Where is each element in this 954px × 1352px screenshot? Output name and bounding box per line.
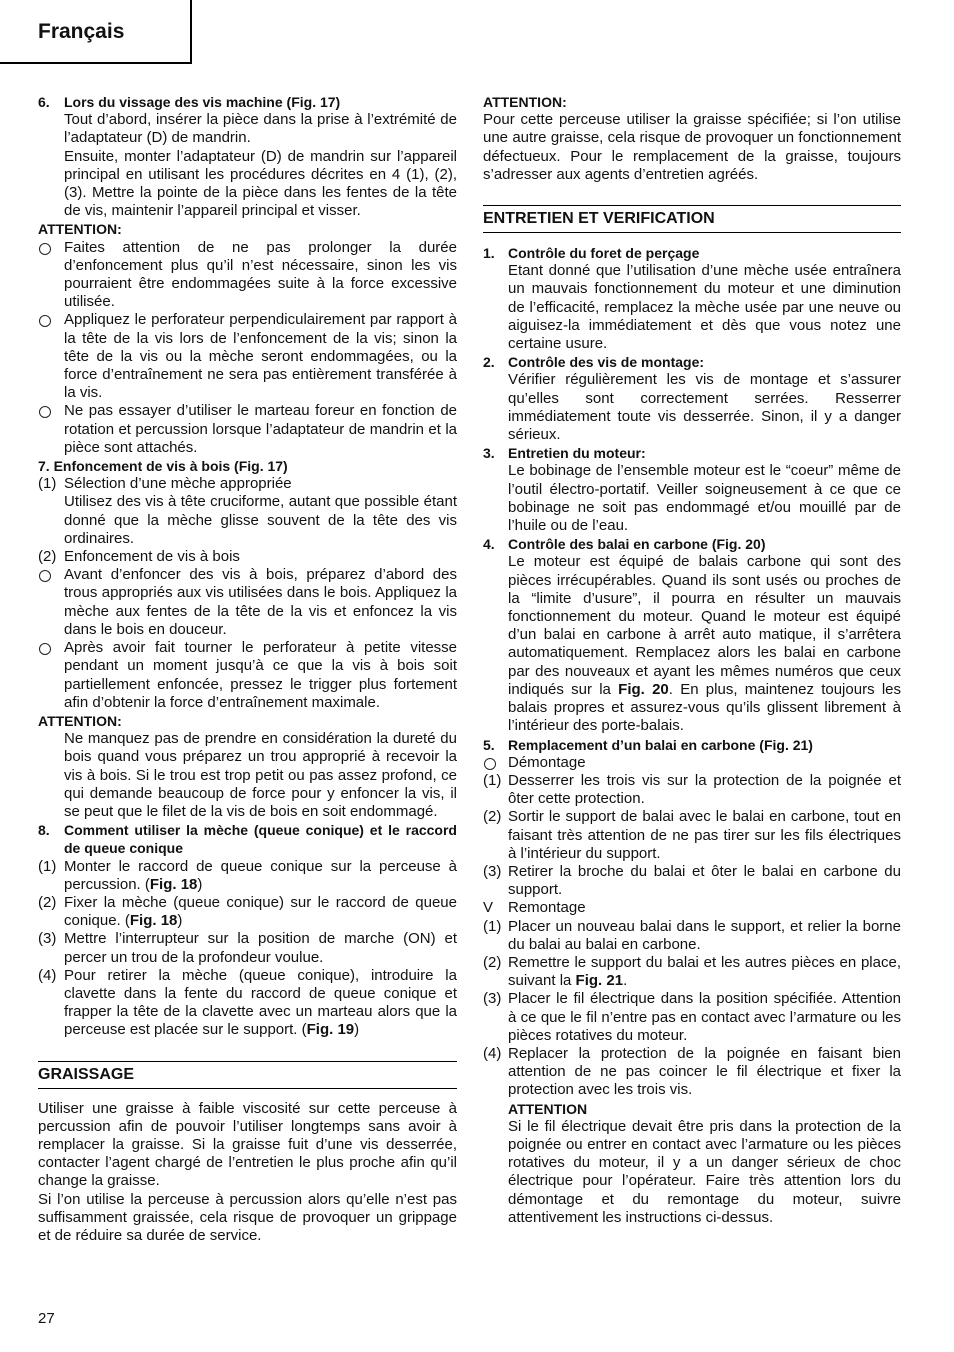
bullet-item: Démontage	[483, 754, 901, 772]
list-item: (2) Sortir le support de balai avec le balai en carbone, tout en faisant très attention de ne pas tirer sur les fils électriques à l’intérieur du support.	[483, 808, 901, 862]
paragraph: Ne manquez pas de prendre en considération la dureté du bois quand vous préparez un trou approprié à recevoir la vis à bois. Si le trou est trop petit ou pas assez profond, ce qui demande beaucoup de force pour y enfoncer la vis, il se peut que le filet de la vis de bois en soit endommagé.	[64, 730, 457, 820]
list-item: (1) Placer un nouveau balai dans le support, et relier la borne du balai au balai en carbone.	[483, 917, 901, 953]
item-heading: 5. Remplacement d’un balai en carbone (Fig. 21)	[483, 736, 813, 753]
circle-bullet-icon	[39, 243, 51, 255]
list-item: (3) Placer le fil électrique dans la position spécifiée. Attention à ce que le fil n’entre pas en contact avec l’armature ou les pièces rotatives du moteur.	[483, 990, 901, 1044]
paragraph: Ensuite, monter l’adaptateur (D) de mandrin sur l’appareil principal en utilisant les procédures décrites en 4 (1), (2), (3). Mettre la pointe de la pièce dans les fentes de la tête de vis, maintenir l’appareil principal et visser.	[64, 147, 457, 220]
attention-label: ATTENTION:	[38, 712, 122, 729]
attention-label: ATTENTION:	[483, 94, 567, 110]
list-item: (1) Monter le raccord de queue conique sur la perceuse à percussion. (Fig. 18)	[38, 857, 457, 893]
left-column	[38, 93, 457, 1245]
attention-label: ATTENTION	[508, 1100, 588, 1117]
section-6-heading: 6. Lors du vissage des vis machine (Fig. 17)	[38, 94, 341, 110]
bullet-item: Faites attention de ne pas prolonger la durée d’enfoncement plus qu’il n’est nécessaire, sinon les vis pourraient être endommagées suite à la force excessive utilisée.	[38, 239, 457, 312]
paragraph: Etant donné que l’utilisation d’une mèche usée entraînera un mauvais fonctionnement du moteur et une diminution de l’efficacité, remplacez la mèche usée par une neuve ou aiguisez-la immédiatement et dès que vous notez une certaine usure.	[508, 262, 901, 353]
circle-bullet-icon	[484, 758, 496, 770]
attention-label: ATTENTION:	[38, 221, 122, 238]
item-heading: 3. Entretien du moteur:	[483, 445, 646, 462]
page-number: 27	[38, 1310, 55, 1327]
right-column	[483, 93, 901, 1227]
language-tab	[0, 0, 192, 64]
list-item: (3) Retirer la broche du balai et ôter le balai en carbone du support.	[483, 862, 901, 899]
paragraph: Si le fil électrique devait être pris dans la protection de la poignée ou entrer en contact avec l’armature ou les pièces rotatives du moteur, il y a un danger sérieux de choc électrique pour l’opérateur. Faire très attention lors du démontage et du remontage du moteur, suivre attentivement les instructions ci-dessus.	[508, 1117, 901, 1226]
list-item: V Remontage	[483, 899, 586, 917]
circle-bullet-icon	[39, 643, 51, 655]
list-item: (1) Sélection d’une mèche appropriée	[38, 475, 292, 493]
list-item: (4) Pour retirer la mèche (queue conique), introduire la clavette dans la fente du raccord de queue conique et frapper la tête de la clavette avec un marteau alors que la perceuse est placée sur le support. (Fig. 19)	[38, 966, 457, 1039]
bullet-item: Avant d’enfoncer des vis à bois, préparez d’abord des trous appropriés aux vis utilisées dans le bois. Appliquez la mèche aux fentes de la tête de la vis et enfoncez la vis dans le bois en douceur.	[38, 566, 457, 639]
circle-bullet-icon	[39, 570, 51, 582]
section-title-entretien: ENTRETIEN ET VERIFICATION	[483, 205, 901, 233]
item-heading: 2. Contrôle des vis de montage:	[483, 354, 705, 371]
list-item: (2) Remettre le support du balai et les autres pièces en place, suivant la Fig. 21.	[483, 953, 901, 990]
section-title-graissage: GRAISSAGE	[38, 1061, 457, 1089]
section-7-heading: 7. Enfoncement de vis à bois (Fig. 17)	[38, 458, 288, 475]
paragraph: Utiliser une graisse à faible viscosité sur cette perceuse à percussion afin de pouvoir l’utiliser longtemps sans avoir à remplacer la graisse. Si la graisse fuit d’une vis desserrée, contacter l’agent chargé de l’entretien le plus proche afin qu’il change la graisse.	[38, 1099, 457, 1190]
section-8-heading: 8. Comment utiliser la mèche (queue conique) et le raccord de queue conique	[38, 822, 457, 857]
paragraph: Utilisez des vis à tête cruciforme, autant que possible étant donné que la mèche glisse souvent de la tête des vis ordinaires.	[64, 493, 457, 547]
circle-bullet-icon	[39, 406, 51, 418]
paragraph: Pour cette perceuse utiliser la graisse spécifiée; si l’on utilise une autre graisse, cela risque de provoquer un fonctionnement défectueux. Pour le remplacement de la graisse, toujours s’adresser aux agents d’entretien agréés.	[483, 111, 901, 183]
language-label: Français	[38, 20, 125, 43]
paragraph: Le bobinage de l’ensemble moteur est le “coeur” même de l’outil électro-portatif. Veiller soigneusement à ce que ce bobinage ne soit pas endommagé et/ou mouillé par de l’huile ou de l’eau.	[508, 462, 901, 535]
list-item: (2) Fixer la mèche (queue conique) sur le raccord de queue conique. (Fig. 18)	[38, 893, 457, 930]
item-heading: 4. Contrôle des balai en carbone (Fig. 20)	[483, 536, 766, 553]
list-item: (2) Enfoncement de vis à bois	[38, 548, 240, 566]
item-heading: 1. Contrôle du foret de perçage	[483, 245, 700, 262]
list-item: (1) Desserrer les trois vis sur la protection de la poignée et ôter cette protection.	[483, 771, 901, 808]
paragraph: Tout d’abord, insérer la pièce dans la prise à l’extrémité de l’adaptateur (D) de mandrin.	[64, 111, 457, 147]
circle-bullet-icon	[39, 315, 51, 327]
bullet-item: Ne pas essayer d’utiliser le marteau foreur en fonction de rotation et percussion lorsque l’adaptateur de mandrin et la pièce sont attachés.	[38, 402, 457, 457]
paragraph: Si l’on utilise la perceuse à percussion alors qu’elle n’est pas suffisamment graissée, cela risque de provoquer un grippage et de réduire sa durée de service.	[38, 1190, 457, 1244]
list-item: (3) Mettre l’interrupteur sur la position de marche (ON) et percer un trou de la profondeur voulue.	[38, 930, 457, 966]
paragraph: Vérifier régulièrement les vis de montage et s’assurer qu’elles sont correctement serrées. Resserrer immédiatement toute vis desserrée. Sinon, il y a danger sérieux.	[508, 371, 901, 444]
list-item: (4) Replacer la protection de la poignée en faisant bien attention de ne pas coincer le fil électrique et fixer la protection avec les trois vis.	[483, 1044, 901, 1099]
paragraph: Le moteur est équipé de balais carbone qui sont des pièces irrécupérables. Quand ils sont usés ou proches de la “limite d’usure”, il pourra en résulter un mauvais fonctionnement du moteur. Quand le moteur est équipé d’un balai en carbone à arrêt auto matique, il s’arrêtera automatiquement. Remplacez alors les balai en carbone par des nouveaux et ayant les mêmes numéros que ceux indiqués sur la Fig. 20. En plus, maintenez toujours les balais propres et assurez-vous qu’ils glissent librement à l’intérieur des porte-balais.	[508, 553, 901, 735]
bullet-item: Après avoir fait tourner le perforateur à petite vitesse pendant un moment jusqu’à ce que la vis à bois soit partiellement enfoncée, pressez le trigger plus fortement afin d’obtenir la force d’entraînement maximale.	[38, 639, 457, 712]
bullet-item: Appliquez le perforateur perpendiculairement par rapport à la tête de la vis lors de l’enfoncement de la vis; sinon la tête de la vis ou la mèche seront endommagées, ou la force d’entraînement ne sera pas entièrement transférée à la vis.	[38, 311, 457, 402]
